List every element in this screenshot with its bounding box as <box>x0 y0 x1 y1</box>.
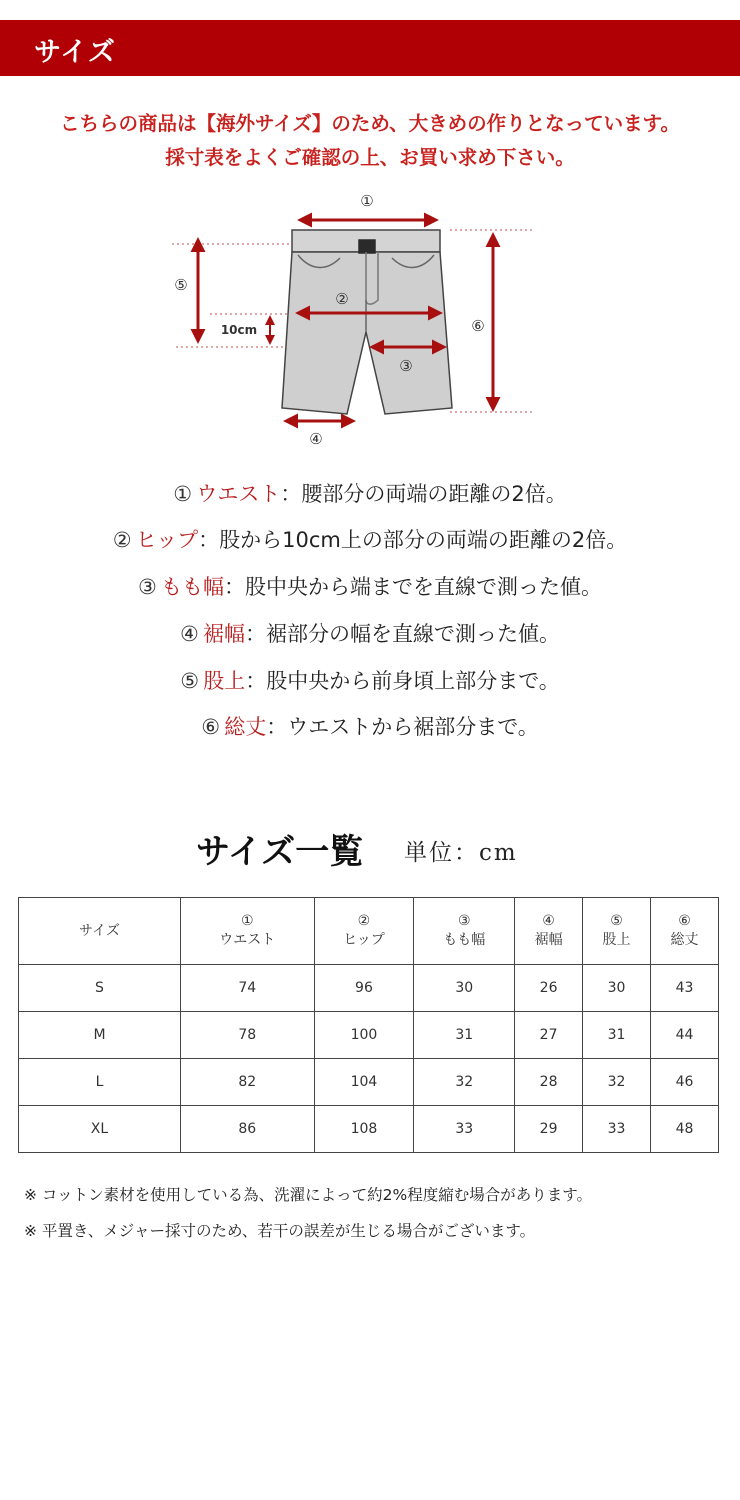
value-cell: 104 <box>314 1059 414 1106</box>
value-cell: 46 <box>651 1059 719 1106</box>
value-cell: 44 <box>651 1012 719 1059</box>
size-cell: M <box>19 1012 181 1059</box>
value-cell: 48 <box>651 1106 719 1153</box>
corner-cell: サイズ <box>19 898 181 965</box>
footnote-shrinkage: ※ コットン素材を使用している為、洗濯によって約2%程度縮む場合があります。 <box>24 1186 592 1204</box>
value-cell: 27 <box>515 1012 583 1059</box>
legend-item-length: ⑥ 総丈：ウエストから裾部分まで。 <box>201 715 539 739</box>
marker-waist: ① <box>360 192 374 210</box>
marker-hip: ② <box>335 290 349 308</box>
legend-item-thigh: ③ もも幅：股中央から端までを直線で測った値。 <box>137 575 603 599</box>
table-header-row <box>19 898 719 965</box>
header-length: ⑥ 総丈 <box>651 898 719 965</box>
size-table <box>18 897 719 1153</box>
footnote-measurement-error: ※ 平置き、メジャー採寸のため、若干の誤差が生じる場合がございます。 <box>24 1222 536 1240</box>
shorts-illustration <box>282 230 452 414</box>
value-cell: 30 <box>414 965 515 1012</box>
legend-item-hip: ② ヒップ：股から10cm上の部分の両端の距離の2倍。 <box>112 528 628 552</box>
ten-cm-label: 10cm <box>220 323 258 337</box>
header-hem: ④ 裾幅 <box>515 898 583 965</box>
marker-length: ⑥ <box>471 317 485 335</box>
value-cell: 74 <box>181 965 315 1012</box>
shorts-measurement-diagram <box>160 180 560 450</box>
value-cell: 78 <box>181 1012 315 1059</box>
size-table-unit: 単位：cm <box>404 840 518 866</box>
overseas-size-notice: こちらの商品は【海外サイズ】のため、大きめの作りとなっています。 <box>59 112 681 135</box>
legend-item-waist: ① ウエスト：腰部分の両端の距離の2倍。 <box>173 482 567 506</box>
value-cell: 82 <box>181 1059 315 1106</box>
header-hip: ② ヒップ <box>314 898 414 965</box>
legend-item-rise: ⑤ 股上：股中央から前身頃上部分まで。 <box>180 669 560 693</box>
size-cell: S <box>19 965 181 1012</box>
value-cell: 86 <box>181 1106 315 1153</box>
value-cell: 96 <box>314 965 414 1012</box>
value-cell: 31 <box>414 1012 515 1059</box>
value-cell: 26 <box>515 965 583 1012</box>
size-table-title: サイズ一覧 <box>196 832 364 872</box>
value-cell: 32 <box>583 1059 651 1106</box>
section-title: サイズ <box>34 37 116 68</box>
header-rise: ⑤ 股上 <box>583 898 651 965</box>
value-cell: 31 <box>583 1012 651 1059</box>
section-header <box>0 20 740 76</box>
size-cell: XL <box>19 1106 181 1153</box>
header-thigh: ③ もも幅 <box>414 898 515 965</box>
value-cell: 108 <box>314 1106 414 1153</box>
marker-rise: ⑤ <box>174 276 188 294</box>
value-cell: 28 <box>515 1059 583 1106</box>
table-row <box>19 965 719 1012</box>
value-cell: 33 <box>414 1106 515 1153</box>
legend-item-hem: ④ 裾幅：裾部分の幅を直線で測った値。 <box>179 622 561 646</box>
header-waist: ① ウエスト <box>181 898 315 965</box>
size-check-notice: 採寸表をよくご確認の上、お買い求め下さい。 <box>165 146 575 169</box>
marker-thigh: ③ <box>399 357 413 375</box>
table-row <box>19 1012 719 1059</box>
value-cell: 100 <box>314 1012 414 1059</box>
table-row <box>19 1106 719 1153</box>
marker-hem: ④ <box>309 430 323 448</box>
size-cell: L <box>19 1059 181 1106</box>
value-cell: 43 <box>651 965 719 1012</box>
value-cell: 33 <box>583 1106 651 1153</box>
table-row <box>19 1059 719 1106</box>
value-cell: 30 <box>583 965 651 1012</box>
value-cell: 29 <box>515 1106 583 1153</box>
value-cell: 32 <box>414 1059 515 1106</box>
